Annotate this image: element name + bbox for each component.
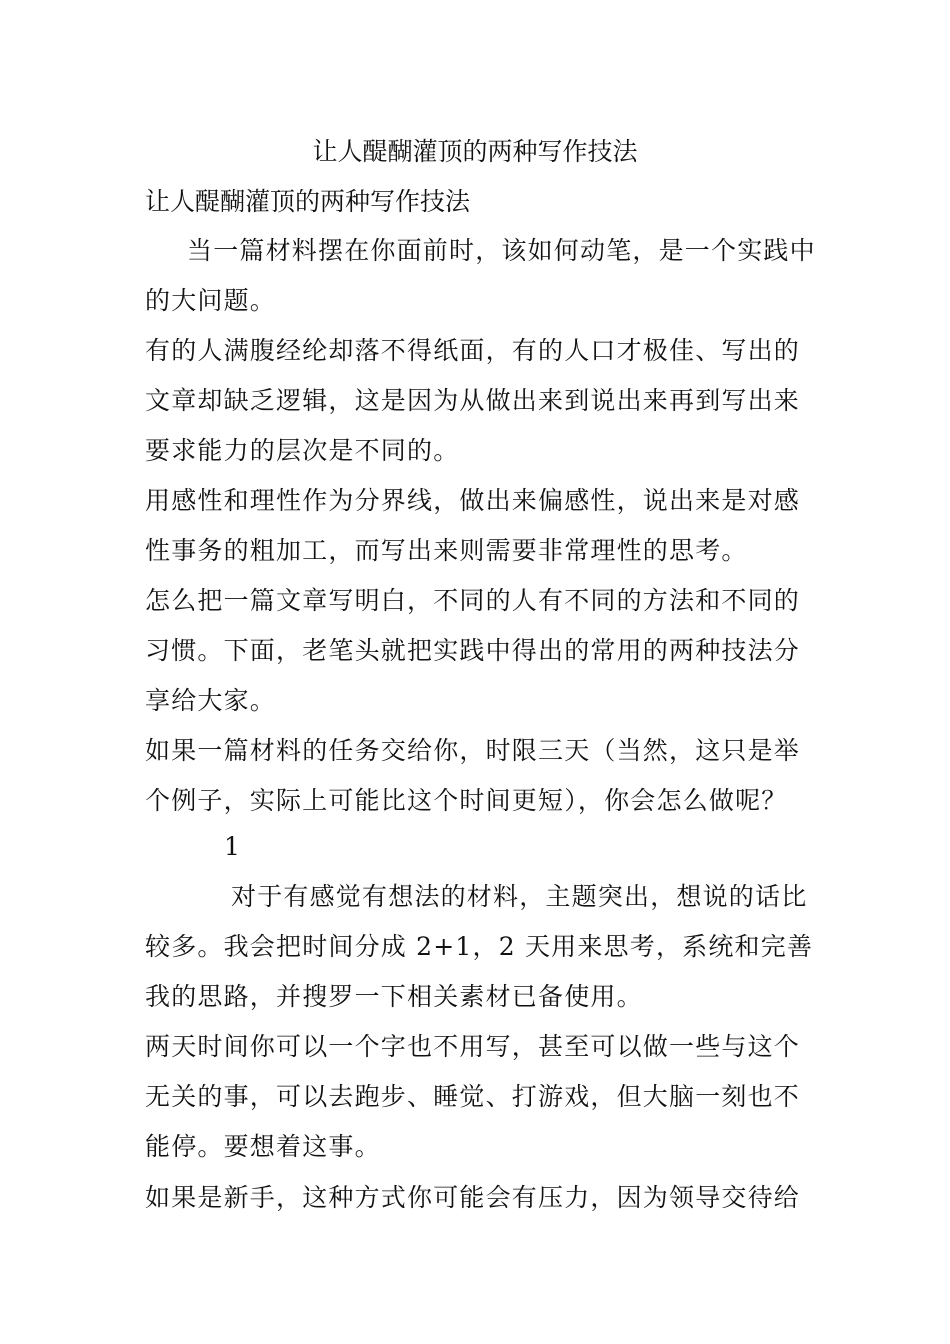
paragraph-line: 怎么把一篇文章写明白，不同的人有不同的方法和不同的 — [145, 586, 801, 615]
paragraph-line: 享给大家。 — [145, 686, 277, 715]
paragraph-line: 能停。要想着这事。 — [145, 1132, 381, 1161]
paragraph-line: 习惯。下面，老笔头就把实践中得出的常用的两种技法分 — [145, 636, 801, 665]
paragraph-line: 较多。我会把时间分成 2+1，2 天用来思考，系统和完善 — [145, 932, 814, 961]
paragraph-line: 用感性和理性作为分界线，做出来偏感性，说出来是对感 — [145, 486, 801, 515]
paragraph-line: 的大问题。 — [145, 286, 277, 315]
paragraph-line: 如果是新手，这种方式你可能会有压力，因为领导交待给 — [145, 1183, 801, 1212]
paragraph-line: 我的思路，并搜罗一下相关素材已备使用。 — [145, 982, 643, 1011]
paragraph-line: 性事务的粗加工，而写出来则需要非常理性的思考。 — [145, 536, 748, 565]
paragraph-line: 文章却缺乏逻辑，这是因为从做出来到说出来再到写出来 — [145, 386, 801, 415]
paragraph-line: 对于有感觉有想法的材料，主题突出，想说的话比 — [231, 882, 808, 911]
paragraph-line: 当一篇材料摆在你面前时，该如何动笔，是一个实践中 — [187, 236, 816, 265]
paragraph-line: 如果一篇材料的任务交给你，时限三天（当然，这只是举 — [145, 736, 801, 765]
paragraph-line: 有的人满腹经纶却落不得纸面，有的人口才极佳、写出的 — [145, 336, 801, 365]
document-title: 让人醍醐灌顶的两种写作技法 — [312, 137, 638, 166]
section-number: 1 — [224, 832, 242, 861]
paragraph-line: 两天时间你可以一个字也不用写，甚至可以做一些与这个 — [145, 1032, 801, 1061]
paragraph-line: 要求能力的层次是不同的。 — [145, 436, 460, 465]
document-subtitle: 让人醍醐灌顶的两种写作技法 — [145, 187, 471, 216]
paragraph-line: 无关的事，可以去跑步、睡觉、打游戏，但大脑一刻也不 — [145, 1082, 801, 1111]
paragraph-line: 个例子，实际上可能比这个时间更短），你会怎么做呢？ — [145, 786, 788, 815]
